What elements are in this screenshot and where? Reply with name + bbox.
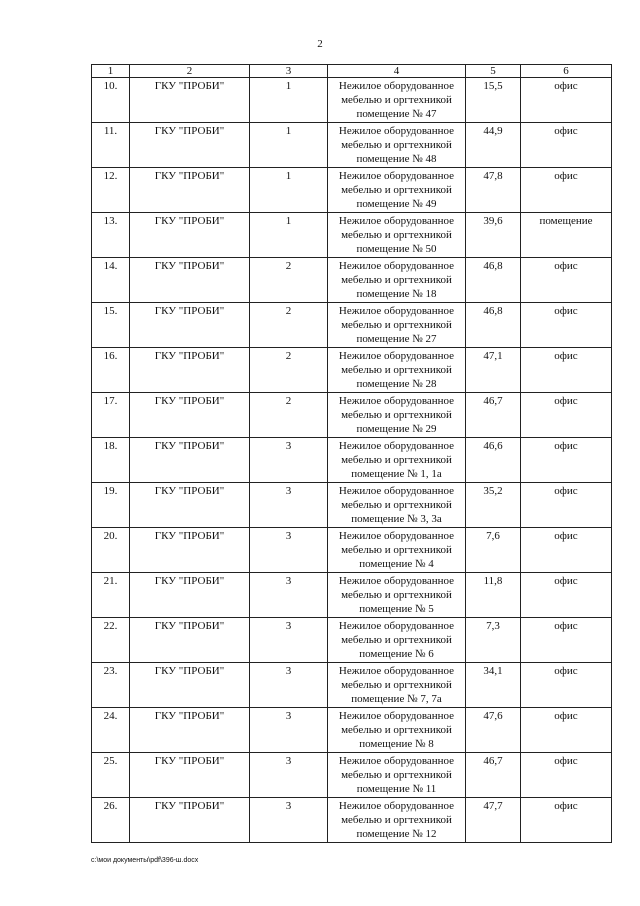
floor-cell: 3 [250,798,328,843]
area-cell: 7,6 [466,528,521,573]
area-cell: 35,2 [466,483,521,528]
description-cell: Нежилое оборудованное мебелью и оргтехникой помещение № 4 [328,528,466,573]
row-number-cell: 25. [92,753,130,798]
organization-cell: ГКУ "ПРОБИ" [130,618,250,663]
organization-cell: ГКУ "ПРОБИ" [130,753,250,798]
purpose-cell: офис [521,438,612,483]
organization-cell: ГКУ "ПРОБИ" [130,663,250,708]
row-number-cell: 19. [92,483,130,528]
description-cell: Нежилое оборудованное мебелью и оргтехникой помещение № 50 [328,213,466,258]
row-number-cell: 22. [92,618,130,663]
table-row [92,303,612,348]
organization-cell: ГКУ "ПРОБИ" [130,438,250,483]
purpose-cell: офис [521,483,612,528]
premises-table [91,64,612,843]
row-number-cell: 18. [92,438,130,483]
row-number-cell: 24. [92,708,130,753]
table-row [92,213,612,258]
purpose-cell: офис [521,663,612,708]
floor-cell: 1 [250,123,328,168]
area-cell: 34,1 [466,663,521,708]
table-header-row [92,65,612,78]
organization-cell: ГКУ "ПРОБИ" [130,303,250,348]
row-number-cell: 14. [92,258,130,303]
column-header: 4 [328,65,466,78]
organization-cell: ГКУ "ПРОБИ" [130,258,250,303]
organization-cell: ГКУ "ПРОБИ" [130,528,250,573]
purpose-cell: офис [521,123,612,168]
organization-cell: ГКУ "ПРОБИ" [130,573,250,618]
description-cell: Нежилое оборудованное мебелью и оргтехникой помещение № 48 [328,123,466,168]
table-row [92,528,612,573]
area-cell: 15,5 [466,78,521,123]
purpose-cell: офис [521,753,612,798]
column-header: 3 [250,65,328,78]
table-row [92,438,612,483]
column-header: 1 [92,65,130,78]
floor-cell: 1 [250,213,328,258]
description-cell: Нежилое оборудованное мебелью и оргтехникой помещение № 3, 3а [328,483,466,528]
purpose-cell: офис [521,393,612,438]
table-row [92,168,612,213]
description-cell: Нежилое оборудованное мебелью и оргтехникой помещение № 8 [328,708,466,753]
floor-cell: 3 [250,708,328,753]
file-path-footer: c:\мои документы\pdf\396-ш.docx [91,857,199,864]
table-row [92,618,612,663]
column-header: 6 [521,65,612,78]
table-body [92,78,612,843]
row-number-cell: 11. [92,123,130,168]
floor-cell: 2 [250,303,328,348]
row-number-cell: 26. [92,798,130,843]
area-cell: 44,9 [466,123,521,168]
row-number-cell: 21. [92,573,130,618]
description-cell: Нежилое оборудованное мебелью и оргтехникой помещение № 5 [328,573,466,618]
floor-cell: 2 [250,348,328,393]
row-number-cell: 10. [92,78,130,123]
area-cell: 46,8 [466,258,521,303]
floor-cell: 2 [250,258,328,303]
purpose-cell: офис [521,618,612,663]
area-cell: 47,1 [466,348,521,393]
area-cell: 46,8 [466,303,521,348]
floor-cell: 3 [250,573,328,618]
purpose-cell: офис [521,78,612,123]
description-cell: Нежилое оборудованное мебелью и оргтехникой помещение № 18 [328,258,466,303]
table-row [92,123,612,168]
floor-cell: 1 [250,168,328,213]
organization-cell: ГКУ "ПРОБИ" [130,483,250,528]
floor-cell: 3 [250,753,328,798]
purpose-cell: офис [521,303,612,348]
table-row [92,798,612,843]
column-header: 5 [466,65,521,78]
floor-cell: 2 [250,393,328,438]
table-row [92,573,612,618]
purpose-cell: офис [521,258,612,303]
area-cell: 46,7 [466,753,521,798]
description-cell: Нежилое оборудованное мебелью и оргтехникой помещение № 6 [328,618,466,663]
description-cell: Нежилое оборудованное мебелью и оргтехникой помещение № 11 [328,753,466,798]
description-cell: Нежилое оборудованное мебелью и оргтехникой помещение № 1, 1а [328,438,466,483]
table-row [92,78,612,123]
organization-cell: ГКУ "ПРОБИ" [130,168,250,213]
table-row [92,663,612,708]
description-cell: Нежилое оборудованное мебелью и оргтехникой помещение № 49 [328,168,466,213]
purpose-cell: помещение [521,213,612,258]
area-cell: 46,7 [466,393,521,438]
area-cell: 47,6 [466,708,521,753]
purpose-cell: офис [521,528,612,573]
table-row [92,258,612,303]
description-cell: Нежилое оборудованное мебелью и оргтехникой помещение № 47 [328,78,466,123]
floor-cell: 1 [250,78,328,123]
purpose-cell: офис [521,708,612,753]
organization-cell: ГКУ "ПРОБИ" [130,798,250,843]
row-number-cell: 20. [92,528,130,573]
organization-cell: ГКУ "ПРОБИ" [130,78,250,123]
purpose-cell: офис [521,168,612,213]
description-cell: Нежилое оборудованное мебелью и оргтехникой помещение № 27 [328,303,466,348]
organization-cell: ГКУ "ПРОБИ" [130,708,250,753]
row-number-cell: 23. [92,663,130,708]
purpose-cell: офис [521,798,612,843]
table-row [92,753,612,798]
description-cell: Нежилое оборудованное мебелью и оргтехникой помещение № 28 [328,348,466,393]
description-cell: Нежилое оборудованное мебелью и оргтехникой помещение № 29 [328,393,466,438]
purpose-cell: офис [521,573,612,618]
organization-cell: ГКУ "ПРОБИ" [130,393,250,438]
area-cell: 47,8 [466,168,521,213]
row-number-cell: 17. [92,393,130,438]
table-row [92,348,612,393]
column-header: 2 [130,65,250,78]
table-row [92,483,612,528]
area-cell: 47,7 [466,798,521,843]
area-cell: 11,8 [466,573,521,618]
area-cell: 46,6 [466,438,521,483]
area-cell: 39,6 [466,213,521,258]
row-number-cell: 13. [92,213,130,258]
description-cell: Нежилое оборудованное мебелью и оргтехникой помещение № 7, 7а [328,663,466,708]
organization-cell: ГКУ "ПРОБИ" [130,123,250,168]
row-number-cell: 16. [92,348,130,393]
area-cell: 7,3 [466,618,521,663]
organization-cell: ГКУ "ПРОБИ" [130,348,250,393]
page-number: 2 [317,38,323,50]
purpose-cell: офис [521,348,612,393]
floor-cell: 3 [250,483,328,528]
row-number-cell: 12. [92,168,130,213]
floor-cell: 3 [250,663,328,708]
floor-cell: 3 [250,438,328,483]
floor-cell: 3 [250,618,328,663]
table-row [92,393,612,438]
floor-cell: 3 [250,528,328,573]
table-row [92,708,612,753]
row-number-cell: 15. [92,303,130,348]
organization-cell: ГКУ "ПРОБИ" [130,213,250,258]
description-cell: Нежилое оборудованное мебелью и оргтехникой помещение № 12 [328,798,466,843]
